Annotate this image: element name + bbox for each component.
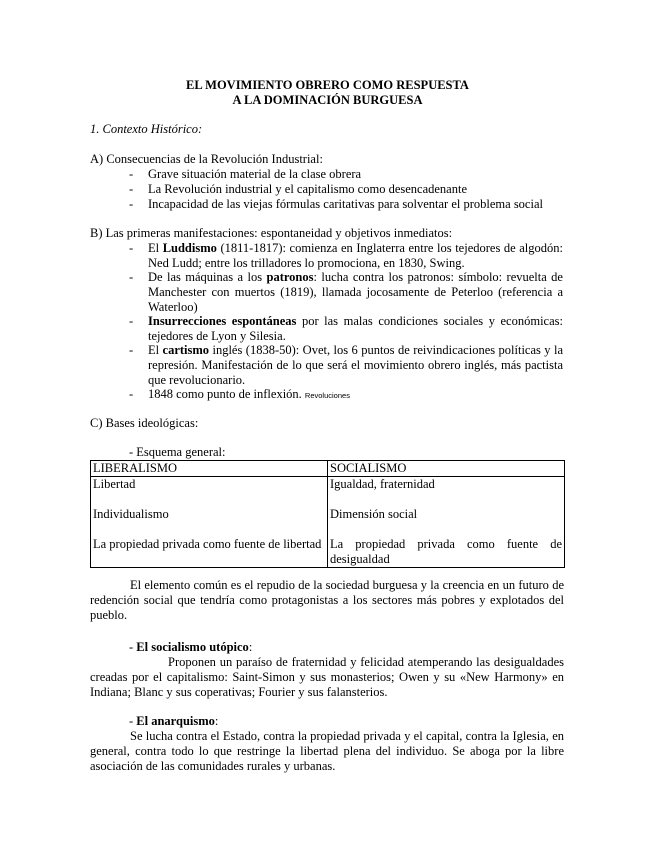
table-header-liberalismo: LIBERALISMO	[91, 461, 328, 477]
table-header-row	[91, 461, 565, 477]
bullet-dash: -	[129, 167, 134, 181]
anarchism-heading: - El anarquismo:	[129, 714, 219, 728]
scheme-label: - Esquema general:	[129, 445, 226, 459]
title-line-1: EL MOVIMIENTO OBRERO COMO RESPUESTA	[186, 78, 469, 92]
bullet-dash: -	[129, 387, 134, 401]
section-1-heading: 1. Contexto Histórico:	[90, 122, 203, 136]
bullet-dash: -	[129, 197, 134, 211]
section-a-item: Grave situación material de la clase obrera	[148, 167, 362, 181]
section-b-item-patronos: De las máquinas a los patronos: lucha contra los patronos: símbolo: revuelta de Manchester con muertos (1819), llamada jocosamente de Peterloo (referencia a Waterloo)	[148, 270, 563, 314]
paragraph-common-element: El elemento común es el repudio de la sociedad burguesa y la creencia en un futuro de redención social que tendría como protagonistas a los sectores más pobres y explotados del pueblo.	[90, 578, 564, 622]
bullet-dash: -	[129, 343, 134, 357]
title-line-2: A LA DOMINACIÓN BURGUESA	[232, 93, 423, 107]
section-b-item-luddismo: El Luddismo (1811-1817): comienza en Inglaterra entre los tejedores de algodón: Ned Ludd; entre los trilladores lo promociona, en 1830, Swing.	[148, 241, 563, 270]
table-header-socialismo: SOCIALISMO	[328, 461, 565, 477]
section-b-item-cartismo: El cartismo inglés (1838-50): Ovet, los 6 puntos de reivindicaciones políticas y la represión. Manifestación de lo que será el movimiento obrero inglés, más pactista que revolucionario.	[148, 343, 564, 387]
section-a-item: La Revolución industrial y el capitalismo como desencadenante	[148, 182, 467, 196]
bullet-dash: -	[129, 314, 134, 328]
anarchism-text: Se lucha contra el Estado, contra la propiedad privada y el capital, contra la Iglesia, en general, contra todo lo que restringe la libertad plena del individuo. Se aboga por la libre asociación de las comunidades rurales y urbanas.	[90, 729, 564, 773]
utopic-socialism-text: Proponen un paraíso de fraternidad y felicidad atemperando las desigualdades creadas por el capitalismo: Saint-Simon y sus monasterios; Owen y su «New Harmony» en Indiana; Blanc y sus coperativas; Fourier y sus falansterios.	[90, 655, 564, 699]
section-b-item-insurrecciones: Insurrecciones espontáneas por las malas condiciones sociales y económicas: tejedores de Lyon y Silesia.	[148, 314, 563, 343]
bullet-dash: -	[129, 241, 134, 255]
table-cell-liberalismo: Libertad Individualismo La propiedad privada como fuente de libertad	[91, 477, 328, 568]
bullet-dash: -	[129, 182, 134, 196]
table-cell-socialismo: Igualdad, fraternidad Dimensión social La propiedad privada como fuente de desigualdad	[328, 477, 565, 568]
utopic-socialism-heading: - El socialismo utópico:	[129, 640, 253, 654]
section-b-heading: B) Las primeras manifestaciones: espontaneidad y objetivos inmediatos:	[90, 226, 453, 240]
margin-note: Revoluciones	[304, 391, 350, 400]
section-b-item-1848: 1848 como punto de inflexión. Revoluciones	[148, 387, 350, 401]
section-a-heading: A) Consecuencias de la Revolución Industrial:	[90, 152, 323, 166]
section-a-item: Incapacidad de las viejas fórmulas caritativas para solventar el problema social	[148, 197, 543, 211]
ideology-comparison-table	[90, 460, 565, 568]
bullet-dash: -	[129, 270, 134, 284]
section-c-heading: C) Bases ideológicas:	[90, 416, 199, 430]
table-row	[91, 477, 565, 568]
